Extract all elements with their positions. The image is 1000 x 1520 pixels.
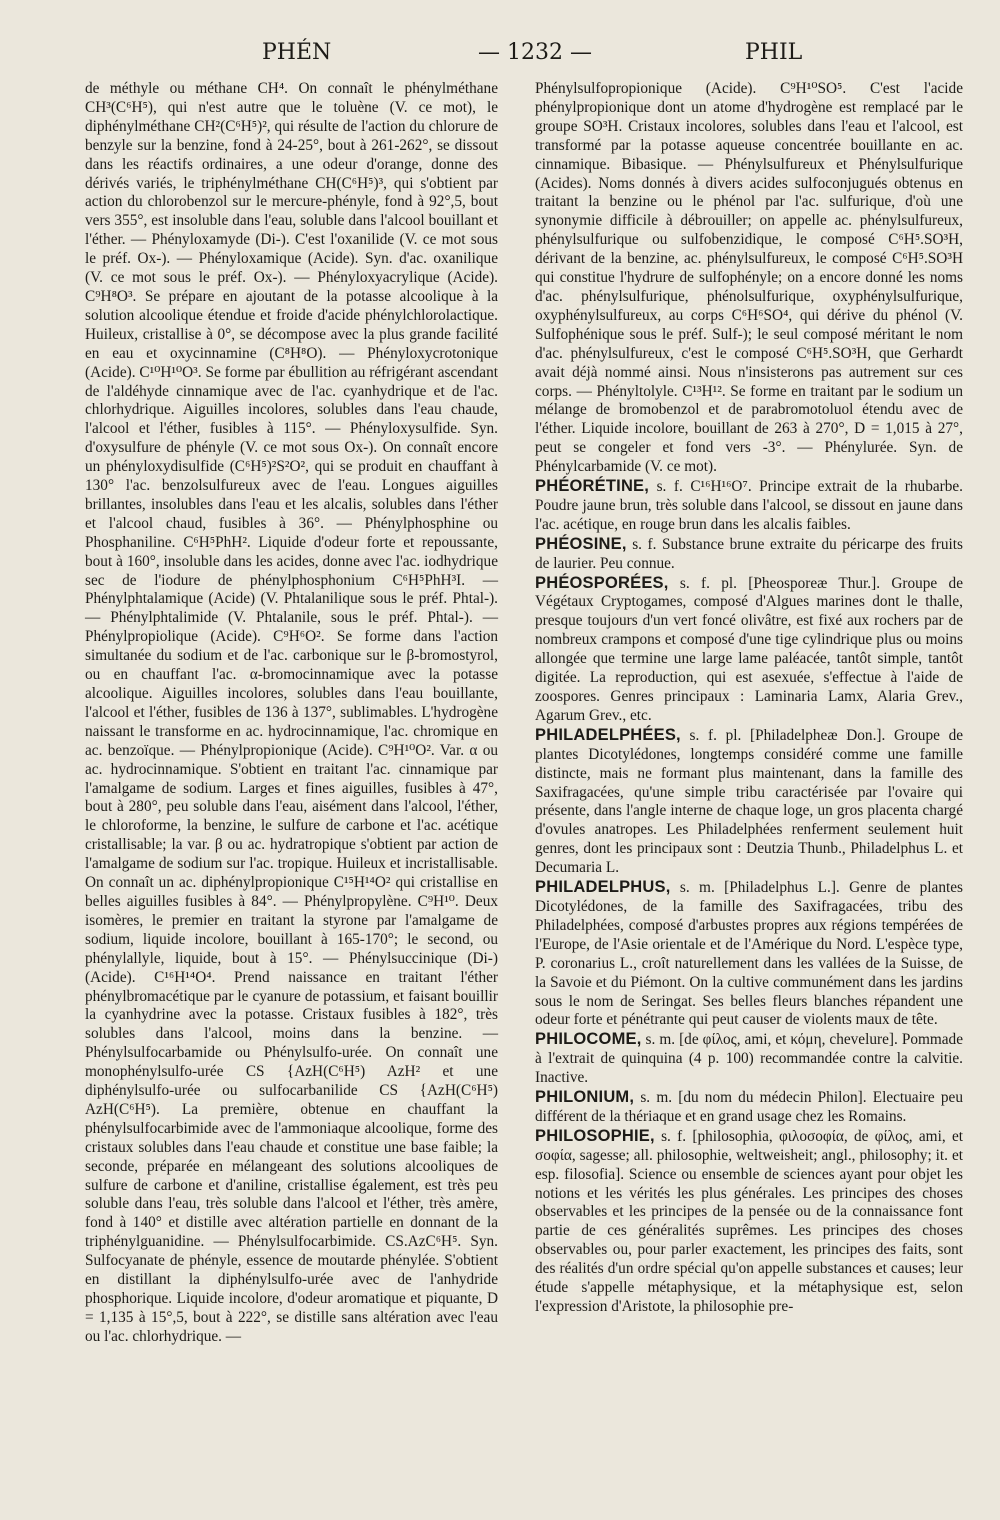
entry-headword: PHILOCOME, — [535, 1030, 642, 1049]
entry-philonium — [535, 1088, 963, 1127]
entry-body: s. m. [du nom du médecin Philon]. Electuaire peu différent de la thériaque et en grand usage chez les Romains. — [535, 1089, 963, 1125]
entry-body: s. f. C¹⁶H¹⁶O⁷. Principe extrait de la rhubarbe. Poudre jaune brun, très soluble dans l'alcool, se dissout en jaune dans l'ac. acétique, en rouge brun dans les alcalis faibles. — [535, 478, 963, 533]
page-number: — 1232 — — [478, 40, 592, 65]
entry-body: s. f. pl. [Pheosporeæ Thur.]. Groupe de Végétaux Cryptogames, composé d'Algues marines dont le thalle, presque toujours d'un vert foncé olivâtre, est fixé aux rochers par de nombreux crampons et composé d'une tige cylindrique plus ou moins allongée que termine une large lame paléacée, tantôt simple, tantôt digitée. La reproduction, qui est asexuée, s'effectue à l'aide de zoospores. Genres principaux : Laminaria Lamx, Alaria Grev., Agarum Grev., etc. — [535, 574, 963, 724]
entry-philadelphus — [535, 878, 963, 1030]
entry-headword: PHILOSOPHIE, — [535, 1126, 655, 1145]
header-left-guideword: PHÉN — [262, 40, 332, 65]
page-header — [0, 40, 1000, 80]
right-column — [535, 80, 963, 1317]
entry-pheosine — [535, 535, 963, 574]
entry-headword: PHILADELPHUS, — [535, 878, 671, 897]
entry-headword: PHÉORÉTINE, — [535, 477, 650, 496]
entry-philosophie — [535, 1127, 963, 1317]
entry-pheosporees — [535, 574, 963, 726]
left-column — [85, 80, 498, 1347]
entry-headword: PHÉOSPORÉES, — [535, 573, 669, 592]
left-column-text: de méthyle ou méthane CH⁴. On connaît le phénylméthane CH³(C⁶H⁵), qui n'est autre que le toluène (V. ce mot), le diphénylméthane CH²(C⁶H⁵)², qui résulte de l'action du chlorure de benzyle sur la benzine, fond à 24-25°, bout à 261-262°, se dissout dans les réactifs ordinaires, a une odeur d'orange, donne des dérivés variés, le triphénylméthane CH(C⁶H⁵)³, qui s'obtient par action du chlorobenzol sur le mercure-phényle, fond à 92°,5, bout vers 355°, est insoluble dans l'eau, soluble dans l'alcool bouillant et l'éther. — Phényloxamyde (Di-). C'est l'oxanilide (V. ce mot sous le préf. Ox-). — Phényloxamique (Acide). Syn. d'ac. oxanilique (V. ce mot sous le préf. Ox-). — Phényloxyacrylique (Acide). C⁹H⁸O³. Se prépare en ajoutant de la potasse alcoolique à la solution alcoolique étendue et froide d'acide phénylchlorolactique. Huileux, cristallise à 0°, se décompose avec la plus grande facilité en eau et oxycinnamine (C⁸H⁸O). — Phényloxycrotonique (Acide). C¹⁰H¹⁰O³. Se forme par ébullition au réfrigérant ascendant de l'aldéhyde cinnamique avec de l'ac. cyanhydrique et de l'ac. chlorhydrique. Aiguilles incolores, solubles dans l'eau chaude, l'alcool et l'éther, fusibles à 115°. — Phényloxysulfide. Syn. d'oxysulfure de phényle (V. ce mot sous Ox-). On connaît encore un phényloxydisulfide (C⁶H⁵)²S²O², qui se produit en chauffant à 130° l'ac. benzolsulfureux avec de l'eau. Longues aiguilles brillantes, insolubles dans l'eau et les alcalis, solubles dans l'éther et l'alcool chaud, fusibles à 36°. — Phénylphosphine ou Phosphaniline. C⁶H⁵PhH². Liquide d'odeur forte et repoussante, bout à 160°, insoluble dans les acides, donne avec l'ac. iodhydrique sec de l'iodure de phénylphosphonium C⁶H⁵PhH³I. — Phénylphtalamique (Acide) (V. Phtalanilique sous le préf. Phtal-). — Phénylphtalimide (V. Phtalanile, sous le préf. Phtal-). — Phénylpropiolique (Acide). C⁹H⁶O². Se forme dans l'action simultanée du sodium et de l'ac. carbonique sur le β-bromostyrol, ou en chauffant l'ac. α-bromocinnamique avec la potasse alcoolique. Aiguilles incolores, solubles dans l'eau bouillante, l'alcool et l'éther, fusibles de 136 à 137°, sublimables. L'hydrogène naissant le transforme en ac. hydrocinnamique, l'ac. chromique en ac. benzoïque. — Phénylpropionique (Acide). C⁹H¹⁰O². Var. α ou ac. hydrocinnamique. S'obtient en traitant l'ac. cinnamique par l'amalgame de sodium. Larges et fines aiguilles, fusibles à 47°, bout à 280°, peu soluble dans l'eau, aisément dans l'alcool, l'éther, le chloroforme, la benzine, le sulfure de carbone et l'ac. acétique cristallisable; la var. β ou ac. hydratropique s'obtient par action de l'amalgame de sodium sur l'ac. tropique. Huileux et incristallisable. On connaît un ac. diphénylpropionique C¹⁵H¹⁴O² qui cristallise en belles aiguilles fusibles à 84°. — Phénylpropylène. C⁹H¹⁰. Deux isomères, le premier en traitant la styrone par l'amalgame de sodium, liquide incolore, bouillant à 165-170°; le second, ou phénylallyle, liquide, bout à 15°. — Phénylsuccinique (Di-) (Acide). C¹⁶H¹⁴O⁴. Prend naissance en traitant l'éther phénylbromacétique par le cyanure de potassium, et faisant bouillir la cyanhydrine avec la potasse. Cristaux fusibles à 182°, très solubles dans l'alcool, moins dans la benzine. — Phénylsulfocarbamide ou Phénylsulfo-urée. On connaît une monophénylsulfo-urée CS {AzH(C⁶H⁵) AzH² et une diphénylsulfo-urée ou sulfocarbanilide CS {AzH(C⁶H⁵) AzH(C⁶H⁵). La première, obtenue en chauffant la phénylsulfocarbimide avec de l'ammoniaque alcoolique, forme des cristaux solubles dans l'eau chaude et constitue une base faible; la seconde, préparée en mélangeant des solutions alcooliques de sulfure de carbone et d'aniline, cristallise également, est très peu soluble dans l'eau, très soluble dans l'alcool et l'éther, très amère, fond à 140° et distille avec altération partielle en donnant de la triphénylguanidine. — Phénylsulfocarbimide. CS.AzC⁶H⁵. Syn. Sulfocyanate de phényle, essence de moutarde phénylée. S'obtient en distillant la diphénylsulfo-urée avec de l'anhydride phosphorique. Liquide incolore, d'odeur aromatique et piquante, D = 1,135 à 15°,5, bout à 222°, se distille sans altération avec l'eau ou l'ac. chlorhydrique. — — [85, 80, 498, 1345]
entry-body: s. f. [philosophia, φιλοσοφία, de φίλος, ami, et σοφία, sagesse; all. philosophie, weltweisheit; angl., philosophy; it. et esp. filosofia]. Science ou ensemble de sciences ayant pour objet les notions et les vérités les plus générales. Les principes des choses observables et les principes de la pensée ou de la connaissance font partie de ces généralités suprêmes. Les principes des choses observables ou, pour parler exactement, les principes des faits, sont des réalités d'un ordre spécial qu'on appelle substances et causes; leur étude s'appelle métaphysique, et la métaphysique est, selon l'expression d'Aristote, la philosophie pre- — [535, 1127, 963, 1315]
header-right-guideword: PHIL — [745, 40, 803, 65]
entry-body: s. m. [de φίλος, ami, et κόμη, chevelure]. Pommade à l'extrait de quinquina (4 p. 100) recommandée contre la calvitie. Inactive. — [535, 1031, 963, 1087]
entry-headword: PHÉOSINE, — [535, 534, 627, 553]
entry-pheoretine — [535, 477, 963, 535]
entry-body: s. f. Substance brune extraite du péricarpe des fruits de laurier. Peu connue. — [535, 535, 963, 572]
right-column-intro: Phénylsulfopropionique (Acide). C⁹H¹⁰SO⁵. C'est l'acide phénylpropionique dont un atome d'hydrogène est remplacé par le groupe SO³H. Cristaux incolores, solubles dans l'eau et l'alcool, est transformé par la potasse aqueuse concentrée bouillante en ac. cinnamique. Bibasique. — Phénylsulfureux et Phénylsulfurique (Acides). Noms donnés à divers acides sulfoconjugués obtenus en traitant la benzine ou le phénol par l'ac. sulfurique, d'où une synonymie difficile à débrouiller; on appelle ac. phénylsulfureux, phénylsulfurique ou sulfobenzidique, le composé C⁶H⁵.SO³H, dérivant de la benzine, ac. phénylsulfureux, le composé C⁶H⁵.SO³H qui constitue l'hydrure de sulfophényle; on a encore donné les noms d'ac. phénylsulfurique, phénolsulfurique, oxyphénylsulfurique, oxyphénylsulfureux, au corps C⁶H⁶SO⁴, qui dérive du phénol (V. Sulfophénique sous le préf. Sulf-); le seul composé méritant le nom d'ac. phénylsulfureux, c'est le composé C⁶H⁵.SO³H, que Gerhardt avait déjà nommé ainsi. Nous n'insisterons pas autrement sur ces corps. — Phényltolyle. C¹³H¹². Se forme en traitant par le sodium un mélange de bromobenzol et de parabromotoluol étendu avec de l'éther. Liquide incolore, bouillant de 263 à 270°, D = 1,015 à 27°, peut se congeler et fond vers -3°. — Phénylurée. Syn. de Phénylcarbamide (V. ce mot). — [535, 80, 963, 476]
entry-headword: PHILADELPHÉES, — [535, 725, 681, 744]
entry-body: s. f. pl. [Philadelpheæ Don.]. Groupe de plantes Dicotylédones, longtemps considéré comme une famille distincte, mais ne formant plus maintenant, dans la famille des Saxifragacées, qu'une simple tribu caractérisée par l'ovaire qui présente, dans l'angle interne de chaque loge, un gros placenta chargé d'ovules anatropes. Les Philadelphées renferment seulement huit genres, dont les principaux sont : Deutzia Thunb., Philadelphus L. et Decumaria L. — [535, 726, 964, 877]
entry-philadelphees — [535, 726, 963, 878]
entry-headword: PHILONIUM, — [535, 1088, 635, 1107]
entry-philocome — [535, 1030, 963, 1088]
entry-body: s. m. [Philadelphus L.]. Genre de plantes Dicotylédones, de la famille des Saxifragacées, tribu des Philadelphées, composé d'arbustes propres aux régions tempérées de l'Europe, de l'Asie orientale et de l'Amérique du Nord. L'espèce type, P. coronarius L., croît naturellement dans les vallées de la Suisse, de la Savoie et du Piémont. On la cultive communément dans les jardins sous le nom de Seringat. Ses belles fleurs blanches répandent une odeur forte et pénétrante qui peut causer de violents maux de tête. — [535, 879, 963, 1029]
